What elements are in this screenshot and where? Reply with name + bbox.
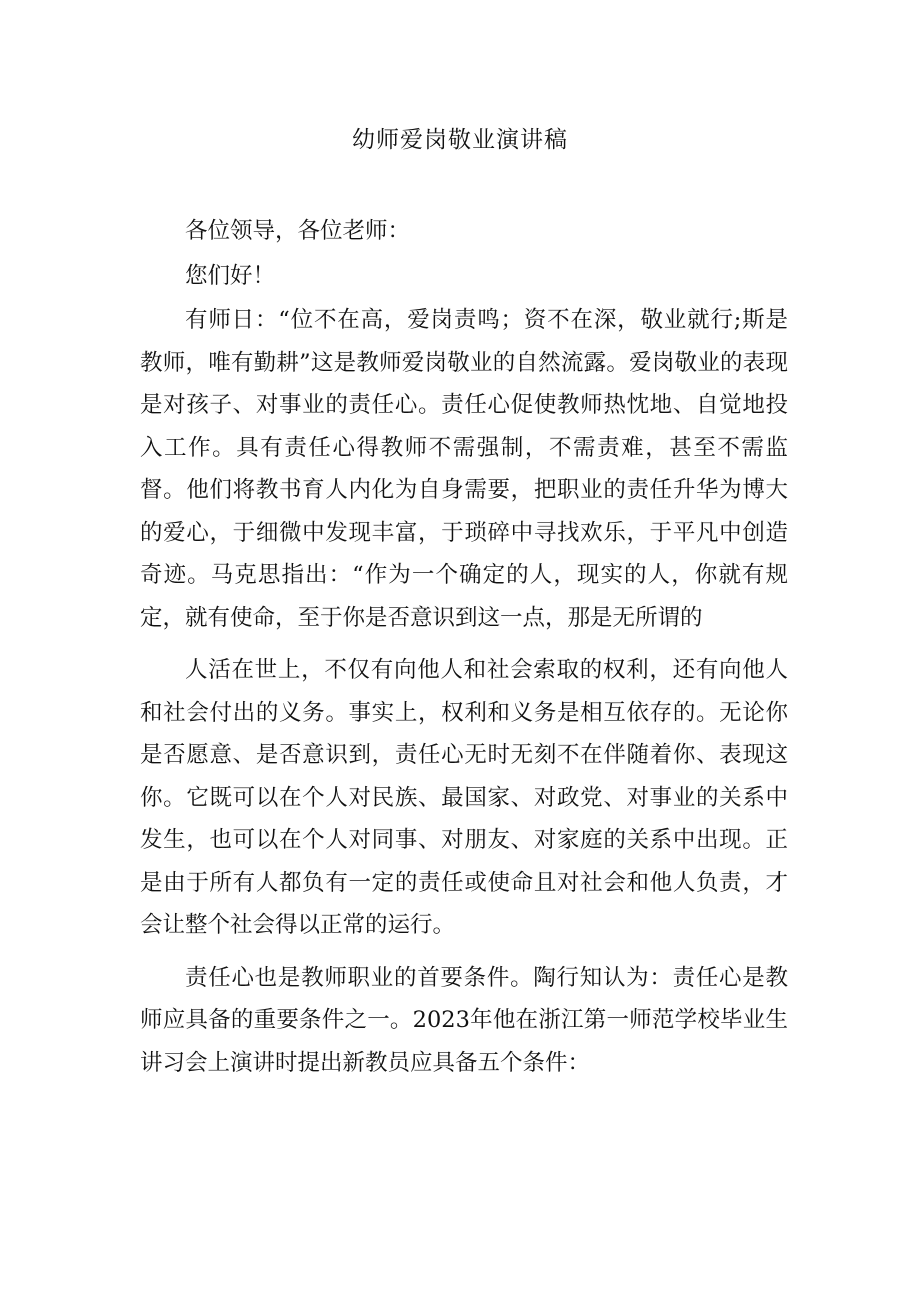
body-paragraph-2: 人活在世上，不仅有向他人和社会索取的权利，还有向他人和社会付出的义务。事实上，权利和义务是相互依存的。无论你是否愿意、是否意识到，责任心无时无刻不在伴随着你、表现这你。它既可以在个人对民族、最国家、对政党、对事业的关系中发生，也可以在个人对同事、对朋友、对家庭的关系中出现。正是由于所有人都负有一定的责任或使命且对社会和他人负责，才会让整个社会得以正常的运行。 bbox=[140, 657, 788, 938]
greeting-paragraph: 您们好！ bbox=[185, 262, 276, 289]
document-body bbox=[140, 210, 788, 1084]
document-title: 幼师爱岗敬业演讲稿 bbox=[352, 127, 568, 153]
body-paragraph-3: 责任心也是教师职业的首要条件。陶行知认为：责任心是教师应具备的重要条件之一。2023年他在浙江第一师范学校毕业生讲习会上演讲时提出新教员应具备五个条件： bbox=[140, 964, 788, 1076]
body-paragraph-1: 有师日：“位不在高，爱岗责鸣；资不在深，敬业就行;斯是教师，唯有勤耕”这是教师爱岗敬业的自然流露。爱岗敬业的表现是对孩子、对事业的责任心。责任心促使教师热忱地、自觉地投入工作。具有责任心得教师不需强制，不需责难，甚至不需监督。他们将教书育人内化为自身需要，把职业的责任升华为博大的爱心，于细微中发现丰富，于琐碎中寻找欢乐，于平凡中创造奇迹。马克思指出：“作为一个确定的人，现实的人，你就有规定，就有使命，至于你是否意识到这一点，那是无所谓的 bbox=[140, 307, 788, 631]
salutation-paragraph: 各位领导，各位老师： bbox=[185, 218, 411, 244]
